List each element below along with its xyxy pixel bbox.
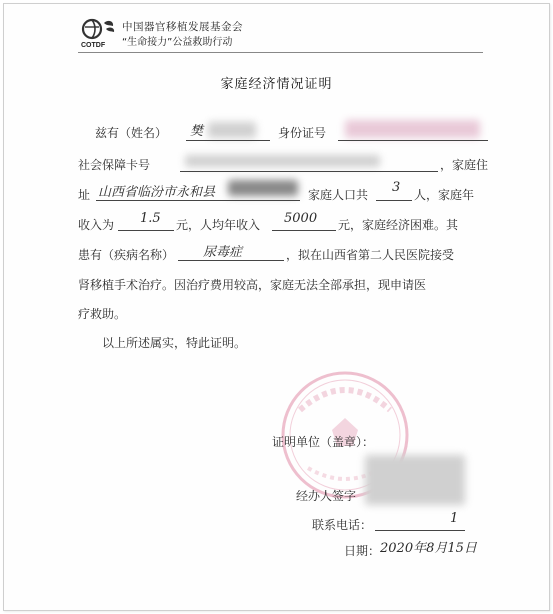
address-underline	[96, 200, 300, 201]
avg-income-unit: 元，家庭经济困难。其	[338, 218, 459, 232]
date-handwritten: 2020年8月15日	[380, 541, 477, 556]
treatment-text-end: 疗救助。	[78, 307, 127, 321]
population-underline	[376, 200, 412, 201]
date-label: 日期：	[344, 544, 381, 558]
phone-underline	[375, 530, 465, 531]
income-label: 收入为	[78, 218, 115, 232]
org-name: 中国器官移植发展基金会	[122, 21, 243, 33]
header-divider	[78, 52, 483, 53]
population-handwritten: 3	[392, 180, 401, 195]
closing-statement: 以上所述属实，特此证明。	[102, 336, 247, 350]
logo-text: COTDF	[81, 42, 106, 49]
phone-label: 联系电话：	[312, 518, 373, 532]
income-handwritten: 1.5	[140, 211, 161, 226]
social-underline	[180, 171, 438, 172]
address-label: 址	[78, 188, 91, 202]
disease-label: 患有（疾病名称）	[78, 248, 175, 262]
redacted-address	[228, 180, 298, 196]
avg-income-handwritten: 5000	[284, 211, 318, 226]
address-handwritten: 山西省临汾市永和县	[98, 185, 216, 200]
line2-end: ，家庭住	[440, 158, 489, 172]
document-title: 家庭经济情况证明	[220, 77, 333, 92]
population-unit: 人，家庭年	[414, 188, 475, 202]
foundation-logo-icon	[80, 17, 118, 49]
program-name: “生命接力”公益救助行动	[122, 37, 233, 48]
redacted-name	[208, 122, 256, 138]
name-label: 兹有（姓名）	[95, 126, 168, 140]
redacted-social-security	[185, 155, 380, 167]
id-label: 身份证号	[278, 126, 327, 140]
name-handwritten: 樊	[190, 124, 204, 139]
id-underline	[338, 140, 488, 141]
certifying-unit-label: 证明单位（盖章）：	[272, 435, 375, 449]
disease-handwritten: 尿毒症	[203, 245, 243, 260]
hospital-text: ，拟在山西省第二人民医院接受	[286, 248, 455, 262]
income-unit: 元，人均年收入	[176, 218, 261, 232]
redacted-id-number	[345, 120, 480, 138]
handler-signature-label: 经办人签字	[296, 489, 357, 503]
income-underline	[118, 230, 174, 231]
avg-income-underline	[272, 230, 336, 231]
phone-handwritten: 1	[450, 511, 459, 526]
name-underline	[186, 140, 270, 141]
redacted-signature	[365, 455, 465, 505]
treatment-text: 肾移植手术治疗。因治疗费用较高，家庭无法全部承担，现申请医	[78, 278, 427, 292]
population-label: 家庭人口共	[308, 188, 369, 202]
disease-underline	[178, 260, 284, 261]
social-security-label: 社会保障卡号	[78, 158, 151, 172]
